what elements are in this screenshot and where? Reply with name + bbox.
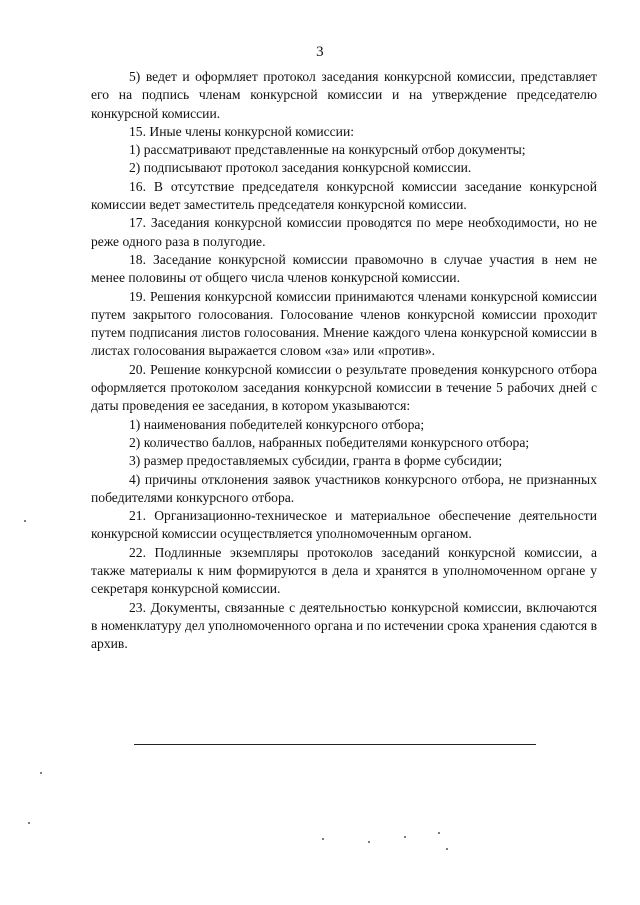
scan-speck	[40, 772, 42, 774]
paragraph-item-5: 5) ведет и оформляет протокол заседания конкурсной комиссии, представляет его на подпись членам конкурсной комиссии и на утверждение председателю конкурсной комиссии.	[91, 69, 597, 121]
paragraph-item-15-1: 1) рассматривают представленные на конкурсный отбор документы;	[129, 142, 526, 158]
paragraph-clause-20: 20. Решение конкурсной комиссии о результате проведения конкурсного отбора оформляется протоколом заседания конкурсной комиссии в течение 5 рабочих дней с даты проведения ее заседания, в котором указываются:	[91, 361, 597, 414]
paragraph-clause-21: 21. Организационно-техническое и материальное обеспечение деятельности конкурсной комиссии осуществляется уполномоченным органом.	[91, 508, 597, 542]
paragraph-clause-22: 22. Подлинные экземпляры протоколов заседаний конкурсной комиссии, а также материалы к ним формируются в дела и хранятся в уполномоченном органе у секретаря конкурсной комиссии.	[91, 544, 597, 597]
scan-speck	[438, 832, 440, 834]
paragraph-clause-18: 18. Заседание конкурсной комиссии правомочно в случае участия в нем не менее половины от общего числа членов конкурсной комиссии.	[91, 251, 597, 286]
closing-rule-line	[134, 744, 536, 745]
scan-speck	[322, 838, 324, 840]
scan-speck	[446, 848, 448, 850]
paragraph-item-20-1: 1) наименования победителей конкурсного отбора;	[129, 416, 425, 432]
paragraph-item-20-4: 4) причины отклонения заявок участников конкурсного отбора, не признанных победителями конкурсного отбора.	[91, 471, 597, 505]
scan-speck	[404, 836, 406, 838]
scan-speck	[28, 822, 30, 824]
paragraph-clause-23: 23. Документы, связанные с деятельностью конкурсной комиссии, включаются в номенклатуру дел уполномоченного органа и по истечении срока хранения сдаются в архив.	[91, 599, 597, 652]
paragraph-item-15-2: 2) подписывают протокол заседания конкурсной комиссии.	[129, 160, 472, 176]
paragraph-clause-17: 17. Заседания конкурсной комиссии проводятся по мере необходимости, но не реже одного раза в полугодие.	[91, 215, 597, 249]
scan-speck	[24, 520, 26, 522]
paragraph-item-20-3: 3) размер предоставляемых субсидии, гранта в форме субсидии;	[129, 453, 503, 469]
paragraph-item-20-2: 2) количество баллов, набранных победителями конкурсного отбора;	[129, 434, 530, 450]
paragraph-clause-15: 15. Иные члены конкурсной комиссии:	[129, 123, 354, 139]
page-number: 3	[316, 44, 324, 60]
document-body	[91, 68, 597, 654]
paragraph-clause-19: 19. Решения конкурсной комиссии принимаются членами конкурсной комиссии путем закрытого голосования. Голосование членов конкурсной комиссии проходит путем подписания листов голосования. Мнение каждого члена конкурсной комиссии в листах голосования выражается словом «за» или «против».	[91, 288, 597, 359]
paragraph-clause-16: 16. В отсутствие председателя конкурсной комиссии заседание конкурсной комиссии ведет заместитель председателя конкурсной комиссии.	[91, 178, 597, 213]
scan-speck	[368, 841, 370, 843]
